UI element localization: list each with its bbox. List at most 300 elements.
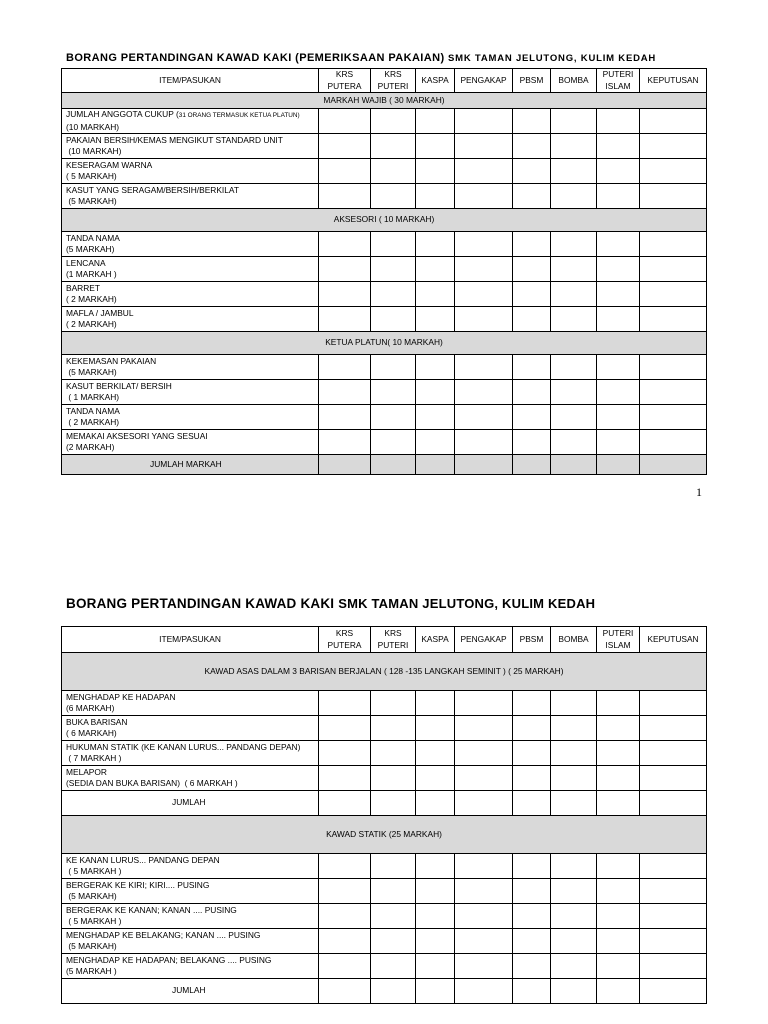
total-cell[interactable] xyxy=(455,455,513,475)
score-cell[interactable] xyxy=(319,232,371,257)
score-cell[interactable] xyxy=(416,159,455,184)
score-cell[interactable] xyxy=(640,766,707,791)
score-cell[interactable] xyxy=(551,380,597,405)
total-cell[interactable] xyxy=(640,455,707,475)
score-cell[interactable] xyxy=(416,282,455,307)
score-cell[interactable] xyxy=(416,405,455,430)
score-cell[interactable] xyxy=(416,380,455,405)
table-row xyxy=(62,741,707,766)
item-marks: (SEDIA DAN BUKA BARISAN) ( 6 MARKAH ) xyxy=(66,778,238,788)
score-cell[interactable] xyxy=(319,134,371,159)
header-pbsm: PBSM xyxy=(513,69,551,93)
score-cell[interactable] xyxy=(513,691,551,716)
score-cell[interactable] xyxy=(597,766,640,791)
item-marks: (10 MARKAH) xyxy=(66,121,120,132)
total-cell[interactable] xyxy=(371,979,416,1004)
table-row xyxy=(62,355,707,380)
total-cell[interactable] xyxy=(513,455,551,475)
header-krs-puteri: KRS PUTERI xyxy=(371,69,416,93)
score-cell[interactable] xyxy=(371,355,416,380)
item-cell xyxy=(62,929,319,954)
table-row xyxy=(62,159,707,184)
score-cell[interactable] xyxy=(640,257,707,282)
score-cell[interactable] xyxy=(319,954,371,979)
score-cell[interactable] xyxy=(319,405,371,430)
score-cell[interactable] xyxy=(416,355,455,380)
item-label: MENGHADAP KE HADAPAN xyxy=(66,691,176,702)
score-cell[interactable] xyxy=(416,134,455,159)
score-cell[interactable] xyxy=(513,741,551,766)
item-label: MENGHADAP KE BELAKANG; KANAN .... PUSING xyxy=(66,929,261,940)
score-cell[interactable] xyxy=(551,766,597,791)
score-cell[interactable] xyxy=(640,954,707,979)
score-cell[interactable] xyxy=(455,904,513,929)
item-cell xyxy=(62,766,319,791)
score-cell[interactable] xyxy=(455,430,513,455)
score-cell[interactable] xyxy=(551,405,597,430)
score-cell[interactable] xyxy=(371,741,416,766)
total-cell[interactable] xyxy=(640,791,707,816)
table-row xyxy=(62,257,707,282)
subtotal-label: JUMLAH xyxy=(62,979,319,1004)
score-cell[interactable] xyxy=(513,380,551,405)
score-cell[interactable] xyxy=(416,691,455,716)
score-cell[interactable] xyxy=(597,355,640,380)
score-cell[interactable] xyxy=(551,159,597,184)
score-cell[interactable] xyxy=(319,691,371,716)
score-cell[interactable] xyxy=(513,282,551,307)
score-cell[interactable] xyxy=(551,691,597,716)
score-cell[interactable] xyxy=(319,879,371,904)
score-cell[interactable] xyxy=(319,741,371,766)
header-krs-putera: KRS PUTERA xyxy=(319,69,371,93)
score-cell[interactable] xyxy=(371,257,416,282)
page2-title-main: BORANG PERTANDINGAN KAWAD KAKI xyxy=(66,596,339,611)
table-row xyxy=(62,109,707,134)
header-puteri-islam: PUTERI ISLAM xyxy=(597,69,640,93)
score-cell[interactable] xyxy=(551,430,597,455)
score-cell[interactable] xyxy=(513,904,551,929)
table-row xyxy=(62,929,707,954)
item-label: BERGERAK KE KANAN; KANAN .... PUSING xyxy=(66,904,237,915)
header-krs-putera: KRS PUTERA xyxy=(319,627,371,653)
score-cell[interactable] xyxy=(371,766,416,791)
score-cell[interactable] xyxy=(455,929,513,954)
score-cell[interactable] xyxy=(597,282,640,307)
table-row xyxy=(62,766,707,791)
header-kaspa: KASPA xyxy=(416,69,455,93)
score-cell[interactable] xyxy=(640,159,707,184)
item-marks: ( 2 MARKAH) xyxy=(66,294,117,304)
score-cell[interactable] xyxy=(371,159,416,184)
score-cell[interactable] xyxy=(551,282,597,307)
header-keputusan: KEPUTUSAN xyxy=(640,69,707,93)
section-row xyxy=(62,332,707,355)
score-cell[interactable] xyxy=(597,307,640,332)
score-cell[interactable] xyxy=(371,904,416,929)
score-cell[interactable] xyxy=(551,134,597,159)
score-cell[interactable] xyxy=(455,159,513,184)
score-cell[interactable] xyxy=(551,184,597,209)
score-cell[interactable] xyxy=(513,355,551,380)
item-cell xyxy=(62,232,319,257)
score-cell[interactable] xyxy=(640,134,707,159)
score-cell[interactable] xyxy=(319,854,371,879)
score-cell[interactable] xyxy=(513,954,551,979)
table-row xyxy=(62,430,707,455)
item-cell xyxy=(62,904,319,929)
item-marks: ( 5 MARKAH ) xyxy=(66,916,122,926)
score-cell[interactable] xyxy=(416,257,455,282)
header-kaspa: KASPA xyxy=(416,627,455,653)
item-marks: ( 5 MARKAH ) xyxy=(66,866,122,876)
table-row xyxy=(62,232,707,257)
total-cell[interactable] xyxy=(416,979,455,1004)
score-cell[interactable] xyxy=(416,184,455,209)
score-cell[interactable] xyxy=(416,879,455,904)
score-cell[interactable] xyxy=(513,405,551,430)
score-cell[interactable] xyxy=(371,307,416,332)
score-cell[interactable] xyxy=(597,430,640,455)
score-cell[interactable] xyxy=(455,405,513,430)
total-cell[interactable] xyxy=(319,791,371,816)
score-cell[interactable] xyxy=(597,134,640,159)
score-cell[interactable] xyxy=(513,109,551,134)
total-cell[interactable] xyxy=(551,455,597,475)
page1-title-main: BORANG PERTANDINGAN KAWAD KAKI (PEMERIKSAAN PAKAIAN) xyxy=(66,52,448,64)
score-cell[interactable] xyxy=(371,954,416,979)
item-marks: (5 MARKAH) xyxy=(66,244,115,254)
score-cell[interactable] xyxy=(551,879,597,904)
score-cell[interactable] xyxy=(513,257,551,282)
score-cell[interactable] xyxy=(513,159,551,184)
section-kawad-asas: KAWAD ASAS DALAM 3 BARISAN BERJALAN ( 128 -135 LANGKAH SEMINIT ) ( 25 MARKAH) xyxy=(62,653,707,691)
score-cell[interactable] xyxy=(513,232,551,257)
score-cell[interactable] xyxy=(416,307,455,332)
page2-title xyxy=(66,596,595,611)
section-aksesori: AKSESORI ( 10 MARKAH) xyxy=(62,209,707,232)
total-cell[interactable] xyxy=(371,455,416,475)
item-marks: (5 MARKAH) xyxy=(66,196,117,206)
score-cell[interactable] xyxy=(597,854,640,879)
score-cell[interactable] xyxy=(455,307,513,332)
score-cell[interactable] xyxy=(597,929,640,954)
header-keputusan: KEPUTUSAN xyxy=(640,627,707,653)
score-cell[interactable] xyxy=(455,184,513,209)
score-cell[interactable] xyxy=(640,307,707,332)
score-cell[interactable] xyxy=(455,134,513,159)
score-cell[interactable] xyxy=(597,716,640,741)
score-cell[interactable] xyxy=(551,741,597,766)
score-cell[interactable] xyxy=(319,430,371,455)
score-cell[interactable] xyxy=(371,716,416,741)
total-cell[interactable] xyxy=(319,979,371,1004)
score-cell[interactable] xyxy=(455,691,513,716)
score-cell[interactable] xyxy=(640,854,707,879)
score-cell[interactable] xyxy=(551,716,597,741)
score-cell[interactable] xyxy=(597,380,640,405)
score-cell[interactable] xyxy=(455,380,513,405)
total-cell[interactable] xyxy=(371,791,416,816)
score-cell[interactable] xyxy=(455,954,513,979)
score-cell[interactable] xyxy=(597,109,640,134)
total-cell[interactable] xyxy=(551,791,597,816)
score-cell[interactable] xyxy=(551,954,597,979)
item-cell xyxy=(62,954,319,979)
total-cell[interactable] xyxy=(455,791,513,816)
item-label: KE KANAN LURUS... PANDANG DEPAN xyxy=(66,854,220,865)
header-puteri-islam: PUTERI ISLAM xyxy=(597,627,640,653)
item-marks: (5 MARKAH ) xyxy=(66,966,117,976)
score-cell[interactable] xyxy=(319,380,371,405)
item-cell xyxy=(62,854,319,879)
item-marks: (5 MARKAH) xyxy=(66,941,117,951)
total-cell[interactable] xyxy=(597,979,640,1004)
header-krs-puteri: KRS PUTERI xyxy=(371,627,416,653)
score-cell[interactable] xyxy=(640,929,707,954)
score-cell[interactable] xyxy=(597,691,640,716)
score-cell[interactable] xyxy=(371,430,416,455)
item-cell xyxy=(62,184,319,209)
item-label: KESERAGAM WARNA xyxy=(66,159,153,170)
score-cell[interactable] xyxy=(551,257,597,282)
score-cell[interactable] xyxy=(319,282,371,307)
section-row xyxy=(62,93,707,109)
score-cell[interactable] xyxy=(371,184,416,209)
total-cell[interactable] xyxy=(416,791,455,816)
item-marks: (5 MARKAH) xyxy=(66,367,117,377)
score-cell[interactable] xyxy=(319,929,371,954)
score-cell[interactable] xyxy=(640,904,707,929)
item-label: PAKAIAN BERSIH/KEMAS MENGIKUT STANDARD UNIT xyxy=(66,134,283,145)
score-cell[interactable] xyxy=(416,716,455,741)
item-cell xyxy=(62,405,319,430)
score-cell[interactable] xyxy=(640,355,707,380)
score-cell[interactable] xyxy=(597,879,640,904)
score-cell[interactable] xyxy=(597,741,640,766)
table-row xyxy=(62,904,707,929)
section-kawad-statik: KAWAD STATIK (25 MARKAH) xyxy=(62,816,707,854)
score-cell[interactable] xyxy=(513,879,551,904)
item-marks: ( 2 MARKAH) xyxy=(66,417,120,427)
item-cell xyxy=(62,257,319,282)
item-cell xyxy=(62,159,319,184)
score-cell[interactable] xyxy=(551,355,597,380)
item-marks: ( 1 MARKAH) xyxy=(66,392,120,402)
page1-title xyxy=(66,52,656,64)
score-cell[interactable] xyxy=(640,282,707,307)
item-marks: (10 MARKAH) xyxy=(66,146,122,156)
item-label: KASUT YANG SERAGAM/BERSIH/BERKILAT xyxy=(66,184,239,195)
subtotal-row xyxy=(62,979,707,1004)
score-cell[interactable] xyxy=(551,232,597,257)
score-cell[interactable] xyxy=(319,355,371,380)
total-cell[interactable] xyxy=(455,979,513,1004)
score-cell[interactable] xyxy=(597,405,640,430)
score-cell[interactable] xyxy=(319,184,371,209)
score-cell[interactable] xyxy=(513,766,551,791)
score-cell[interactable] xyxy=(371,929,416,954)
item-cell xyxy=(62,716,319,741)
item-label: MELAPOR xyxy=(66,766,107,777)
page2-title-school: SMK TAMAN JELUTONG, KULIM KEDAH xyxy=(338,596,596,611)
score-cell[interactable] xyxy=(640,380,707,405)
score-cell[interactable] xyxy=(416,766,455,791)
header-item: ITEM/PASUKAN xyxy=(62,627,319,653)
item-marks: ( 2 MARKAH) xyxy=(66,319,117,329)
item-label: BERGERAK KE KIRI; KIRI.... PUSING xyxy=(66,879,210,890)
table-row xyxy=(62,716,707,741)
section-ketua-platun: KETUA PLATUN( 10 MARKAH) xyxy=(62,332,707,355)
score-cell[interactable] xyxy=(640,430,707,455)
total-cell[interactable] xyxy=(416,455,455,475)
score-cell[interactable] xyxy=(551,854,597,879)
score-cell[interactable] xyxy=(597,184,640,209)
score-cell[interactable] xyxy=(513,430,551,455)
item-marks: ( 6 MARKAH) xyxy=(66,728,117,738)
score-cell[interactable] xyxy=(513,854,551,879)
score-cell[interactable] xyxy=(371,282,416,307)
score-cell[interactable] xyxy=(640,716,707,741)
score-cell[interactable] xyxy=(597,232,640,257)
page1-title-school: SMK TAMAN JELUTONG, KULIM KEDAH xyxy=(447,53,657,64)
page1-score-table xyxy=(61,68,707,475)
section-row xyxy=(62,653,707,691)
total-cell[interactable] xyxy=(513,979,551,1004)
header-bomba: BOMBA xyxy=(551,627,597,653)
total-cell[interactable] xyxy=(513,791,551,816)
score-cell[interactable] xyxy=(416,854,455,879)
score-cell[interactable] xyxy=(455,879,513,904)
score-cell[interactable] xyxy=(640,109,707,134)
score-cell[interactable] xyxy=(416,904,455,929)
score-cell[interactable] xyxy=(319,716,371,741)
score-cell[interactable] xyxy=(455,109,513,134)
table-row xyxy=(62,691,707,716)
item-label: KEKEMASAN PAKAIAN xyxy=(66,355,157,366)
score-cell[interactable] xyxy=(371,109,416,134)
item-label: LENCANA xyxy=(66,257,106,268)
table-row xyxy=(62,380,707,405)
total-cell[interactable] xyxy=(597,455,640,475)
score-cell[interactable] xyxy=(319,159,371,184)
item-cell xyxy=(62,691,319,716)
score-cell[interactable] xyxy=(551,904,597,929)
score-cell[interactable] xyxy=(640,405,707,430)
table-row xyxy=(62,854,707,879)
score-cell[interactable] xyxy=(416,109,455,134)
score-cell[interactable] xyxy=(597,257,640,282)
score-cell[interactable] xyxy=(455,854,513,879)
score-cell[interactable] xyxy=(371,380,416,405)
score-cell[interactable] xyxy=(640,184,707,209)
score-cell[interactable] xyxy=(371,232,416,257)
score-cell[interactable] xyxy=(513,184,551,209)
score-cell[interactable] xyxy=(416,741,455,766)
table-row xyxy=(62,282,707,307)
section-row xyxy=(62,209,707,232)
score-cell[interactable] xyxy=(455,257,513,282)
header-pengakap: PENGAKAP xyxy=(455,69,513,93)
score-cell[interactable] xyxy=(455,282,513,307)
score-cell[interactable] xyxy=(319,307,371,332)
total-cell[interactable] xyxy=(597,791,640,816)
total-cell[interactable] xyxy=(640,979,707,1004)
header-bomba: BOMBA xyxy=(551,69,597,93)
item-cell xyxy=(62,109,319,134)
score-cell[interactable] xyxy=(416,232,455,257)
score-cell[interactable] xyxy=(371,879,416,904)
score-cell[interactable] xyxy=(551,109,597,134)
item-label: MENGHADAP KE HADAPAN; BELAKANG .... PUSING xyxy=(66,954,272,965)
item-cell xyxy=(62,355,319,380)
score-cell[interactable] xyxy=(597,954,640,979)
item-label: TANDA NAMA xyxy=(66,232,120,243)
score-cell[interactable] xyxy=(640,879,707,904)
table-row xyxy=(62,405,707,430)
score-cell[interactable] xyxy=(416,929,455,954)
item-marks: ( 5 MARKAH) xyxy=(66,171,117,181)
score-cell[interactable] xyxy=(455,766,513,791)
header-pengakap: PENGAKAP xyxy=(455,627,513,653)
item-marks: (6 MARKAH) xyxy=(66,703,115,713)
score-cell[interactable] xyxy=(513,929,551,954)
item-label: BARRET xyxy=(66,282,100,293)
score-cell[interactable] xyxy=(371,134,416,159)
item-cell xyxy=(62,380,319,405)
score-cell[interactable] xyxy=(416,954,455,979)
score-cell[interactable] xyxy=(455,716,513,741)
score-cell[interactable] xyxy=(319,904,371,929)
total-cell[interactable] xyxy=(319,455,371,475)
header-pbsm: PBSM xyxy=(513,627,551,653)
score-cell[interactable] xyxy=(513,716,551,741)
score-cell[interactable] xyxy=(597,904,640,929)
score-cell[interactable] xyxy=(319,109,371,134)
item-cell xyxy=(62,134,319,159)
item-marks: (5 MARKAH) xyxy=(66,891,117,901)
score-cell[interactable] xyxy=(455,741,513,766)
score-cell[interactable] xyxy=(371,405,416,430)
score-cell[interactable] xyxy=(319,766,371,791)
section-markah-wajib: MARKAH WAJIB ( 30 MARKAH) xyxy=(62,93,707,109)
score-cell[interactable] xyxy=(597,159,640,184)
item-cell xyxy=(62,307,319,332)
table-header-row xyxy=(62,69,707,93)
score-cell[interactable] xyxy=(371,854,416,879)
score-cell[interactable] xyxy=(551,929,597,954)
score-cell[interactable] xyxy=(319,257,371,282)
total-cell[interactable] xyxy=(551,979,597,1004)
item-label: MAFLA / JAMBUL xyxy=(66,307,134,318)
score-cell[interactable] xyxy=(640,232,707,257)
total-label: JUMLAH MARKAH xyxy=(62,455,319,475)
score-cell[interactable] xyxy=(455,355,513,380)
score-cell[interactable] xyxy=(371,691,416,716)
table-row xyxy=(62,879,707,904)
table-row xyxy=(62,134,707,159)
score-cell[interactable] xyxy=(513,307,551,332)
score-cell[interactable] xyxy=(513,134,551,159)
score-cell[interactable] xyxy=(455,232,513,257)
score-cell[interactable] xyxy=(551,307,597,332)
item-label: BUKA BARISAN xyxy=(66,716,128,727)
total-row xyxy=(62,455,707,475)
score-cell[interactable] xyxy=(640,741,707,766)
score-cell[interactable] xyxy=(416,430,455,455)
score-cell[interactable] xyxy=(640,691,707,716)
section-row xyxy=(62,816,707,854)
